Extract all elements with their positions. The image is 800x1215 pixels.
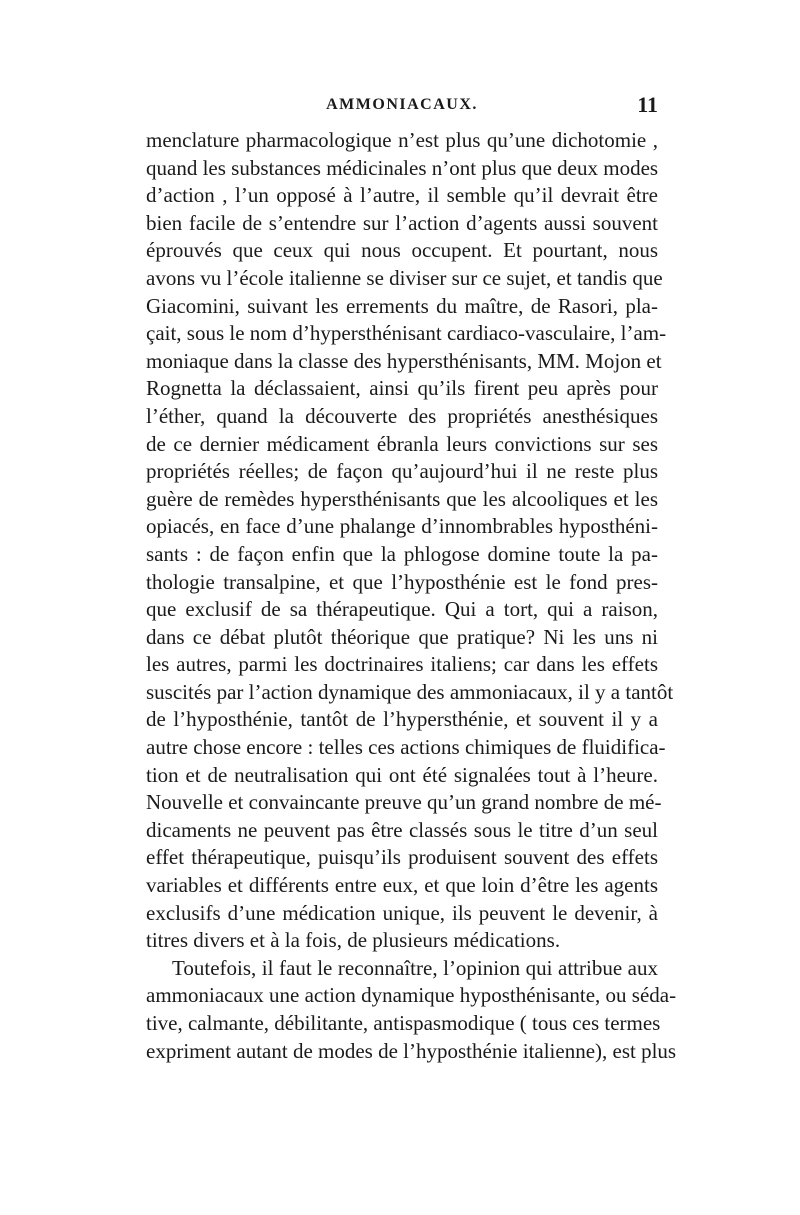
text-line: Nouvelle et convaincante preuve qu’un grand nombre de mé-	[146, 790, 662, 815]
text-line: quand les substances médicinales n’ont plus que deux modes	[146, 155, 659, 180]
text-line: de ce dernier médicament ébranla leurs convictions sur ses	[146, 431, 658, 456]
text-line: expriment autant de modes de l’hyposthénie italienne), est plus	[146, 1038, 677, 1063]
text-line: titres divers et à la fois, de plusieurs médications.	[146, 928, 561, 953]
text-line: menclature pharmacologique n’est plus qu’une dichotomie ,	[146, 128, 658, 152]
running-title: AMMONIACAUX.	[326, 96, 478, 113]
text-line: guère de remèdes hypersthénisants que les alcooliques et les	[146, 486, 658, 511]
text-line: sants : de façon enfin que la phlogose domine toute la pa-	[146, 541, 658, 566]
text-line: dans ce débat plutôt théorique que pratique? Ni les uns ni	[146, 624, 658, 649]
text-line: thologie transalpine, et que l’hyposthénie est le fond pres-	[146, 569, 658, 594]
text-line: avons vu l’école italienne se diviser sur ce sujet, et tandis que	[146, 265, 663, 290]
running-head	[146, 92, 658, 126]
text-line: variables et différents entre eux, et que loin d’être les agents	[146, 873, 658, 898]
text-line: propriétés réelles; de façon qu’aujourd’hui il ne reste plus	[146, 459, 658, 484]
text-line: moniaque dans la classe des hypersthénisants, MM. Mojon et	[146, 348, 662, 373]
text-line: Giacomini, suivant les errements du maître, de Rasori, pla-	[146, 293, 658, 318]
text-line: que exclusif de sa thérapeutique. Qui a tort, qui a raison,	[146, 597, 658, 622]
text-line: opiacés, en face d’une phalange d’innombrables hyposthéni-	[146, 514, 658, 539]
text-line: tive, calmante, débilitante, antispasmodique ( tous ces termes	[146, 1011, 661, 1035]
text-line: Rognetta la déclassaient, ainsi qu’ils firent peu après pour	[146, 376, 658, 401]
text-line: éprouvés que ceux qui nous occupent. Et pourtant, nous	[146, 238, 658, 263]
text-line: bien facile de s’entendre sur l’action d’agents aussi souvent	[146, 210, 658, 235]
text-line: les autres, parmi les doctrinaires italiens; car dans les effets	[146, 652, 658, 677]
text-line: de l’hyposthénie, tantôt de l’hypersthénie, et souvent il y a	[146, 707, 658, 732]
text-line: suscités par l’action dynamique des ammoniacaux, il y a tantôt	[146, 679, 674, 704]
text-line: çait, sous le nom d’hypersthénisant cardiaco-vasculaire, l’am-	[146, 321, 667, 346]
text-line: d’action , l’un opposé à l’autre, il semble qu’il devrait être	[146, 183, 658, 208]
text-line: Toutefois, il faut le reconnaître, l’opinion qui attribue aux	[172, 955, 658, 980]
body-text	[146, 127, 677, 1065]
text-line: ammoniacaux une action dynamique hyposthénisante, ou séda-	[146, 983, 677, 1008]
text-line: l’éther, quand la découverte des propriétés anesthésiques	[146, 403, 658, 428]
text-line: tion et de neutralisation qui ont été signalées tout à l’heure.	[146, 762, 658, 787]
text-line: dicaments ne peuvent pas être classés sous le titre d’un seul	[146, 817, 658, 842]
text-line: effet thérapeutique, puisqu’ils produisent souvent des effets	[146, 845, 658, 870]
text-line: autre chose encore : telles ces actions chimiques de fluidifica-	[146, 735, 666, 760]
text-line: exclusifs d’une médication unique, ils peuvent le devenir, à	[146, 900, 658, 925]
page-number: 11	[637, 92, 658, 117]
